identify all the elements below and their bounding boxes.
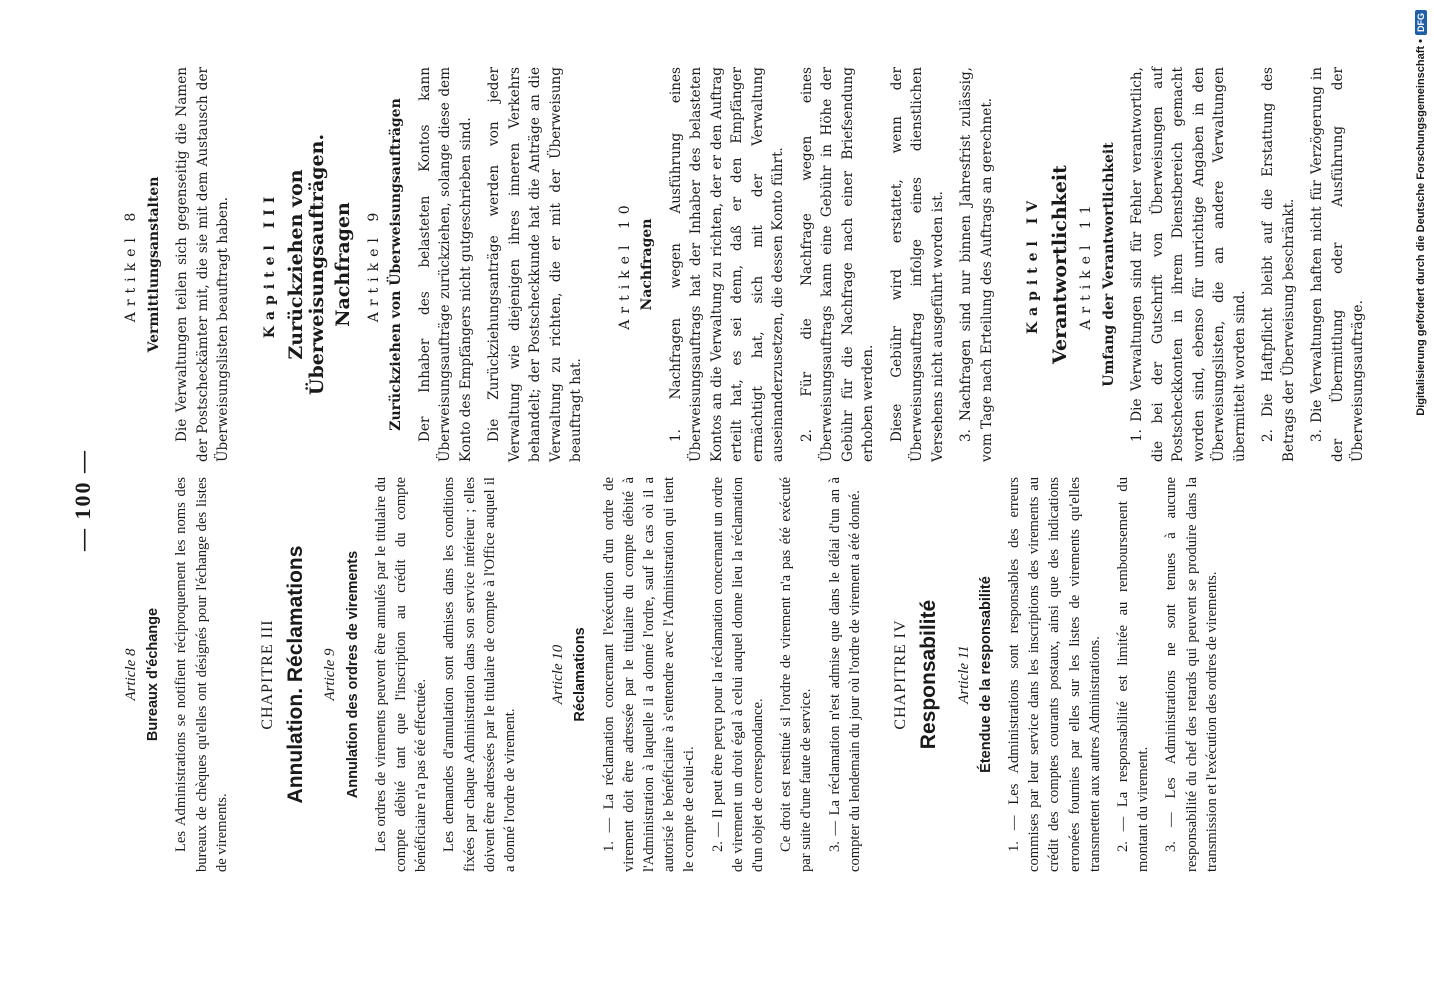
de-article-10-para-1: 1. Nachfragen wegen Ausführung eines Überweisungsauftrags hat der Inhaber des belasteten Kontos an die Verwaltung zu richten, der er den Auftrag erteilt hat, es sei denn, daß er den Empfänger ermächtigt hat, sich mit der Verwaltung auseinanderzusetzen, die dessen Konto führt. [667, 67, 786, 462]
fr-chapter-4-label: CHAPITRE IV [892, 619, 910, 730]
de-article-10-para-4: 3. Nachfragen sind nur binnen Jahresfrist zulässig, vom Tage nach Erteilung des Auftrags an gerechnet. [958, 67, 995, 462]
de-article-8-label: Artikel 8 [123, 206, 139, 323]
fr-chapter-3-title: Annulation. Réclamations [284, 545, 308, 804]
de-article-10-title: Nachfragen [639, 218, 655, 311]
fr-article-9-title: Annulation des ordres de virements [344, 550, 361, 799]
fr-article-10-para-3: Ce droit est restitué si l'ordre de virement n'a pas été exécuté par suite d'une faute de service. [778, 477, 815, 872]
fr-article-9-para-1: Les ordres de virements peuvent être annulés par le titulaire du compte débité tant que l'inscription au crédit du compte bénéficiaire n'a pas été effectuée. [372, 477, 430, 872]
de-article-9-para-1: Der Inhaber des belasteten Kontos kann Überweisungsaufträge zurückziehen, solange diese dem Konto des Empfängers nicht gutgeschrieben sind. [416, 67, 474, 462]
fr-article-11-label: Article 11 [955, 645, 972, 704]
de-article-9-para-2: Die Zurückziehungsanträge werden von jeder Verwaltung wie diejenigen ihres inneren Verkehrs behandelt; der Postscheckkunde hat die Anträge an die Verwaltung zu richten, die er mit der Überweisung beauftragt hat. [486, 67, 584, 462]
fr-chapter-3-label: CHAPITRE III [259, 619, 277, 730]
fr-article-10-label: Article 10 [550, 644, 567, 705]
de-article-11-label: Artikel 11 [1078, 199, 1094, 330]
fr-article-8-title: Bureaux d'échange [145, 607, 162, 742]
fr-article-10-para-1: 1. — La réclamation concernant l'exécution d'un ordre de virement doit être adressée par le titulaire du compte débité à l'Administration à laquelle il a donné l'ordre, sauf le cas où il a autorisé le bénéficiaire à s'entendre avec l'Administration qui tient le compte de celui-ci. [600, 477, 698, 872]
de-article-10-label: Artikel 10 [616, 199, 633, 330]
fr-article-11-title: Étendue de la responsabilité [977, 576, 994, 773]
de-article-9-title: Zurückziehen von Überweisungsaufträgen [388, 98, 404, 431]
fr-article-11-para-1: 1. — Les Administrations sont responsables des erreurs commises par leur service dans les inscriptions des virements au crédit des comptes courants postaux, ainsi que des indications erronées fournies par elles sur les listes de virements qu'elles transmettent aux autres Administrations. [1005, 477, 1103, 872]
de-chapter-3-label: Kapitel III [261, 190, 278, 339]
fr-article-8-label: Article 8 [123, 648, 139, 701]
page-number: — 100 — [70, 449, 95, 551]
de-article-11-para-2: 2. Die Haftpflicht bleibt auf die Erstattung des Betrags der Überweisung beschränkt. [1260, 67, 1297, 462]
de-article-10-para-3: Diese Gebühr wird erstattet, wenn der Überweisungsauftrag infolge eines dienstlichen Versehens nicht ausgeführt worden ist. [888, 67, 946, 462]
german-column [115, 67, 1377, 462]
de-chapter-3-title: Zurückziehen von Überweisungsaufträgen. [285, 133, 328, 396]
de-article-8-para-1: Die Verwaltungen teilen sich gegenseitig die Namen der Postscheckämter mit, die sie mit dem Austausch der Überweisungslisten beauftragt haben. [174, 67, 231, 462]
de-chapter-4-label: Kapitel IV [1025, 194, 1041, 335]
de-article-9-label: Artikel 9 [365, 206, 382, 323]
de-article-10-para-2: 2. Für die Nachfrage wegen eines Überweisungsauftrags kann eine Gebühr in Höhe der Gebühr für die Nachfrage nach einer Briefsendung erhoben werden. [798, 67, 876, 462]
de-article-11-para-3: 3. Die Verwaltungen haften nicht für Verzögerung in der Übermittlung oder Ausführung der Überweisungsaufträge. [1309, 67, 1366, 462]
fr-article-10-title: Réclamations [572, 627, 589, 722]
fr-article-10-para-4: 3. — La réclamation n'est admise que dans le délai d'un an à compter du lendemain du jour où l'ordre de virement a été donné. [826, 477, 863, 872]
fr-article-11-para-2: 2. — La responsabilité est limitée au remboursement du montant du virement. [1114, 477, 1152, 872]
dfg-logo: DFG [1415, 10, 1427, 35]
digitization-credit-text: Digitalisierung gefördert durch die Deutsche Forschungsgemeinschaft • [1415, 39, 1427, 416]
de-article-11-title: Umfang der Verantwortlichkeit [1100, 142, 1117, 387]
fr-article-10-para-2: 2. — Il peut être perçu pour la réclamation concernant un ordre de virement un droit égal à celui auquel donne lieu la réclamation d'un objet de correspondance. [709, 477, 767, 872]
de-chapter-4-title: Verantwortlichkeit [1048, 165, 1071, 364]
fr-chapter-4-title: Responsabilité [917, 599, 941, 750]
de-chapter-3-subtitle: Nachfragen [332, 202, 354, 327]
digitization-credit [1408, 0, 1434, 1000]
de-article-8-title: Vermittlungsanstalten [145, 176, 162, 353]
french-column [115, 477, 1230, 872]
fr-article-11-para-3: 3. — Les Administrations ne sont tenues à aucune responsabilité du chef des retards qui peuvent se produire dans la transmission et l'exécution des ordres de virements. [1163, 477, 1220, 872]
fr-article-9-para-2: Les demandes d'annulation sont admises dans les conditions fixées par chaque Administration dans son service intérieur ; elles doivent être adressées par le titulaire de compte à l'Office auquel il a donné l'ordre de virement. [441, 477, 519, 872]
fr-article-8-para-1: Les Administrations se notifient réciproquement les noms des bureaux de chèques qu'elles ont désignés pour l'échange des listes de virements. [173, 477, 230, 872]
de-article-11-para-1: 1. Die Verwaltungen sind für Fehler verantwortlich, die bei der Gutschrift von Überweisungen auf Postscheckkonten in ihrem Dienstbereich gemacht worden sind, ebenso für unrichtige Angaben in den Überweisungslisten, die an andere Verwaltungen übermittelt worden sind. [1129, 67, 1248, 462]
fr-article-9-label: Article 9 [322, 648, 339, 701]
